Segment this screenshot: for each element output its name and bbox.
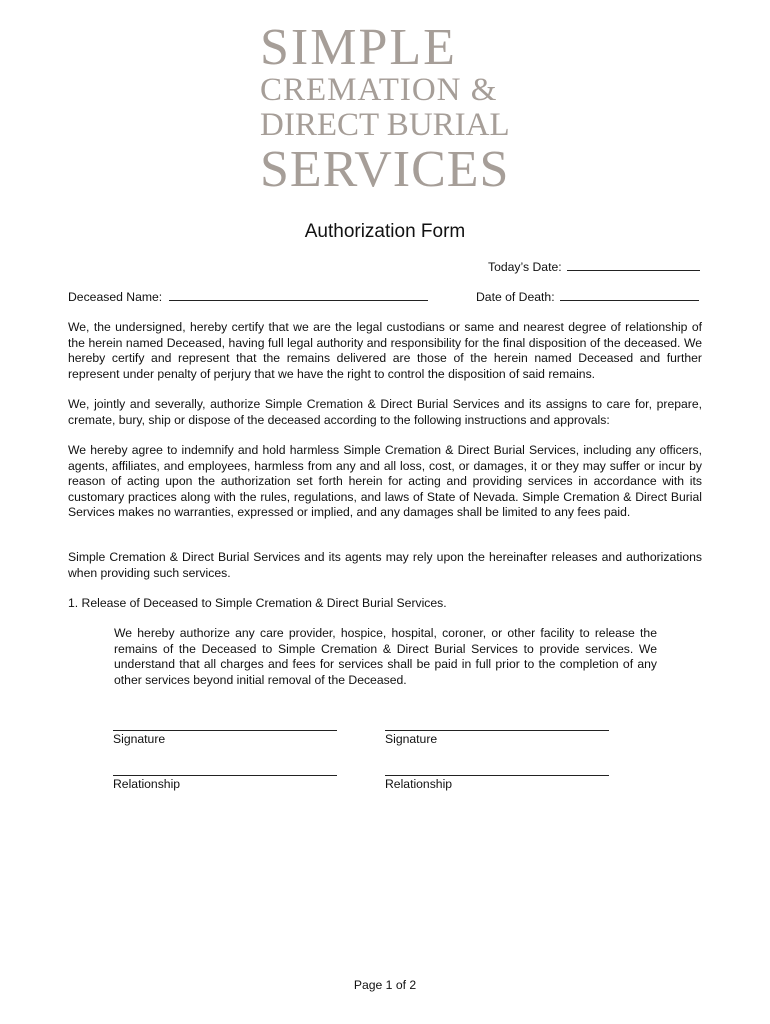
paragraph-indemnify: We hereby agree to indemnify and hold harmless Simple Cremation & Direct Burial Services, including any officers, agents, affiliates, and employees, harmless from any and all loss, cost, or damages, it or they may suffer or incur by reason of acting upon the authorization set forth herein for acting and providing services in accordance with its customary practices along with the rules, regulations, and laws of State of Nevada. Simple Cremation & Direct Burial Services makes no warranties, expressed or implied, and any damages shall be limited to any fees paid.	[68, 443, 702, 519]
relationship-line-left[interactable]	[113, 775, 337, 776]
logo-line-services: SERVICES	[260, 141, 510, 198]
company-logo	[260, 19, 510, 198]
relationship-line-right[interactable]	[385, 775, 609, 776]
section-1-body: We hereby authorize any care provider, hospice, hospital, coroner, or other facility to release the remains of the Deceased to Simple Cremation & Direct Burial Services to provide services. We understand that all charges and fees for services shall be paid in full prior to the completion of any other services beyond initial removal of the Deceased.	[114, 626, 657, 687]
todays-date-field[interactable]	[567, 259, 700, 271]
todays-date-label: Today’s Date:	[488, 260, 562, 274]
todays-date-row	[488, 259, 700, 276]
date-of-death-field[interactable]	[560, 289, 699, 301]
deceased-name-field[interactable]	[169, 289, 428, 301]
paragraph-authorize: We, jointly and severally, authorize Simple Cremation & Direct Burial Services and its assigns to care for, prepare, cremate, bury, ship or dispose of the deceased according to the following instructions and approvals:	[68, 397, 702, 427]
signature-label-left: Signature	[113, 732, 166, 746]
section-1-heading: 1. Release of Deceased to Simple Cremation & Direct Burial Services.	[68, 596, 447, 610]
relationship-label-right: Relationship	[385, 777, 453, 791]
logo-line-direct-burial: DIRECT BURIAL	[260, 107, 510, 143]
date-of-death-label: Date of Death:	[476, 290, 555, 304]
page-number: Page 1 of 2	[353, 978, 417, 992]
signature-line-right[interactable]	[385, 730, 609, 731]
date-of-death-row	[476, 289, 699, 306]
form-title: Authorization Form	[304, 221, 466, 242]
logo-line-cremation: CREMATION &	[260, 72, 498, 108]
relationship-label-left: Relationship	[113, 777, 181, 791]
signature-line-left[interactable]	[113, 730, 337, 731]
deceased-name-row	[68, 289, 428, 306]
paragraph-rely: Simple Cremation & Direct Burial Services and its agents may rely upon the hereinafter releases and authorizations when providing such services.	[68, 550, 702, 580]
logo-line-simple: SIMPLE	[260, 19, 457, 76]
paragraph-custodians: We, the undersigned, hereby certify that we are the legal custodians or same and nearest degree of relationship of the herein named Deceased, having full legal authority and responsibility for the final disposition of the deceased. We hereby certify and represent that the remains delivered are those of the herein named Deceased and further represent under penalty of perjury that we have the right to control the disposition of said remains.	[68, 320, 702, 381]
deceased-name-label: Deceased Name:	[68, 290, 163, 304]
signature-label-right: Signature	[385, 732, 438, 746]
